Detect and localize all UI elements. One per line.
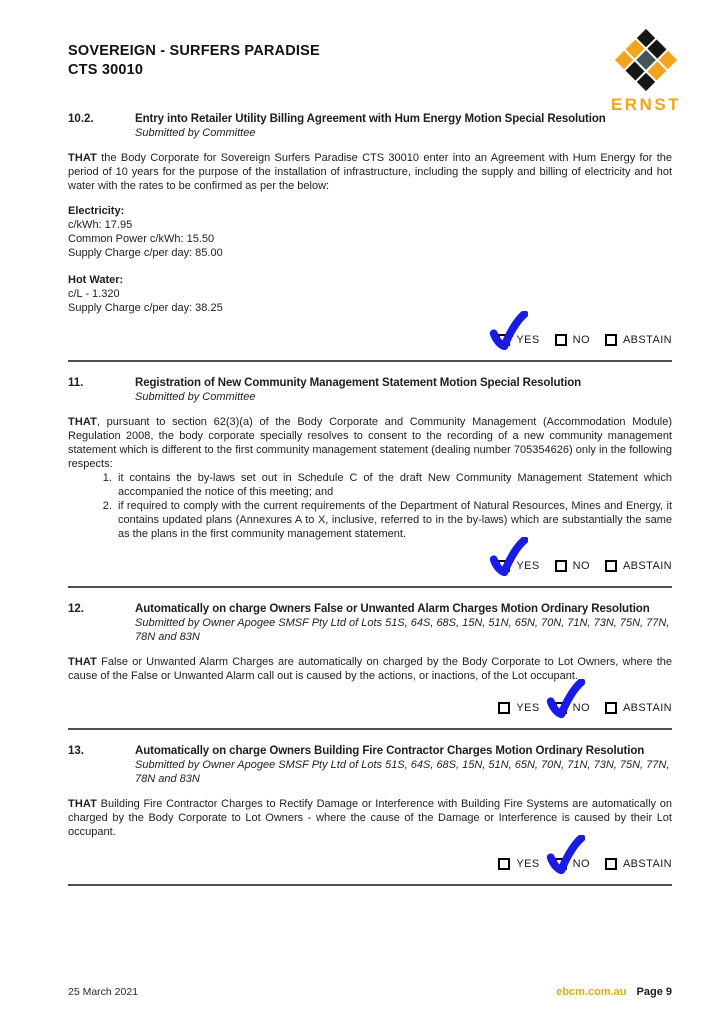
vote-row [68, 698, 672, 718]
rates-label: Electricity: [68, 205, 125, 217]
motion-lead-word: THAT [68, 656, 97, 668]
ernst-logo [590, 24, 702, 114]
motion-submitted-by: Submitted by Owner Apogee SMSF Pty Ltd of Lots 51S, 64S, 68S, 15N, 51N, 65N, 70N, 71N, 73N, 75N, 77N, 78N and 83N [135, 617, 670, 643]
no-label: NO [572, 858, 590, 870]
vote-row [68, 556, 672, 576]
vote-row [68, 330, 672, 350]
diamond-logo-icon [615, 29, 677, 91]
vote-row [68, 854, 672, 874]
no-label: NO [572, 334, 590, 346]
rate-line: Common Power c/kWh: 15.50 [68, 233, 215, 245]
section-divider [68, 884, 672, 886]
footer-website-link[interactable]: ebcm.com.au [556, 986, 627, 998]
page-footer [68, 986, 672, 998]
section-divider [68, 586, 672, 588]
yes-label: YES [516, 334, 540, 346]
yes-label: YES [516, 702, 540, 714]
motion-submitted-by: Submitted by Committee [135, 391, 256, 403]
motion-body: THAT, pursuant to section 62(3)(a) of the Body Corporate and Community Management (Accommodation Module) Regulation 2008, the body corporate specially resolves to consent to the recording of a new community management statement which is different to the first community management statement (dealing number 705354626) only in the following respects: [68, 416, 672, 470]
vote-option-no [555, 333, 590, 347]
rate-line: c/L - 1.320 [68, 288, 120, 300]
footer-page-number: Page 9 [636, 986, 672, 998]
abstain-label: ABSTAIN [622, 560, 672, 572]
motion-12 [68, 602, 672, 730]
abstain-label: ABSTAIN [622, 702, 672, 714]
abstain-label: ABSTAIN [622, 858, 672, 870]
motion-numbered-list [68, 471, 672, 541]
vote-option-abstain [605, 559, 672, 573]
vote-option-abstain [605, 333, 672, 347]
rates-label: Hot Water: [68, 274, 124, 286]
abstain-label: ABSTAIN [622, 334, 672, 346]
motion-title: Automatically on charge Owners False or Unwanted Alarm Charges Motion Ordinary Resolution [135, 603, 650, 615]
hot-water-rates [68, 273, 672, 315]
list-item: 2. if required to comply with the current requirements of the Department of Natural Resources, Mines and Energy, it contains updated plans (Annexures A to X, inclusive, referred to in the by-laws) which are substantially the same as the plans in the first community management statement. [115, 499, 672, 541]
no-checkbox[interactable] [555, 702, 567, 714]
motion-number: 11. [68, 377, 84, 389]
vote-option-no [555, 701, 590, 715]
motion-submitted-by: Submitted by Owner Apogee SMSF Pty Ltd of Lots 51S, 64S, 68S, 15N, 51N, 65N, 70N, 71N, 73N, 75N, 77N, 78N and 83N [135, 759, 670, 785]
motion-lead-word: THAT [68, 152, 97, 164]
rate-line: Supply Charge c/per day: 38.25 [68, 302, 223, 314]
motion-number: 13. [68, 745, 84, 757]
vote-option-no [555, 857, 590, 871]
logo-brand-text: ERNST [610, 95, 682, 114]
section-divider [68, 728, 672, 730]
abstain-checkbox[interactable] [605, 702, 617, 714]
footer-date: 25 March 2021 [68, 986, 139, 998]
abstain-checkbox[interactable] [605, 858, 617, 870]
vote-option-abstain [605, 857, 672, 871]
page-header [0, 0, 724, 114]
motion-title: Registration of New Community Management Statement Motion Special Resolution [135, 377, 582, 389]
motion-title: Entry into Retailer Utility Billing Agreement with Hum Energy Motion Special Resolution [135, 113, 606, 125]
yes-checkbox[interactable] [498, 858, 510, 870]
motion-lead-word: THAT [68, 416, 97, 428]
document-title-line2: CTS 30010 [68, 62, 144, 78]
no-checkbox[interactable] [555, 560, 567, 572]
vote-option-yes [498, 701, 539, 715]
list-item: 1. it contains the by-laws set out in Schedule C of the draft New Community Management Statement which accompanied the notice of this meeting; and [115, 471, 672, 499]
document-title [68, 36, 320, 102]
abstain-checkbox[interactable] [605, 560, 617, 572]
section-divider [68, 360, 672, 362]
yes-checkbox[interactable] [498, 560, 510, 572]
no-label: NO [572, 702, 590, 714]
vote-option-no [555, 559, 590, 573]
yes-checkbox[interactable] [498, 702, 510, 714]
motion-body: THAT Building Fire Contractor Charges to Rectify Damage or Interference with Building Fire Systems are automatically on charged by the Body Corporate to Lot Owners - where the cause of the Damage or Interference is caused by their Lot occupant. [68, 798, 672, 838]
yes-label: YES [516, 858, 540, 870]
electricity-rates [68, 204, 672, 260]
motion-number: 10.2. [68, 113, 94, 125]
abstain-checkbox[interactable] [605, 334, 617, 346]
vote-option-yes [498, 333, 539, 347]
motion-body: THAT False or Unwanted Alarm Charges are automatically on charged by the Body Corporate to Lot Owners, where the cause of the False or Unwanted Alarm call out is caused by the actions, or inactions, of the Lot occupant. [68, 656, 672, 682]
no-checkbox[interactable] [555, 334, 567, 346]
rate-line: c/kWh: 17.95 [68, 219, 133, 231]
motion-11 [68, 376, 672, 588]
motion-lead-word: THAT [68, 798, 97, 810]
yes-checkbox[interactable] [498, 334, 510, 346]
no-checkbox[interactable] [555, 858, 567, 870]
vote-option-abstain [605, 701, 672, 715]
motion-title: Automatically on charge Owners Building Fire Contractor Charges Motion Ordinary Resolution [135, 745, 645, 757]
motion-10-2 [68, 112, 672, 362]
vote-option-yes [498, 559, 539, 573]
yes-label: YES [516, 560, 540, 572]
motion-body: THAT the Body Corporate for Sovereign Surfers Paradise CTS 30010 enter into an Agreement with Hum Energy for the period of 10 years for the purpose of the installation of infrastructure, including the supply and billing of electricity and hot water with the rates to be confirmed as per the below: [68, 152, 672, 192]
document-title-line1: SOVEREIGN - SURFERS PARADISE [68, 43, 320, 59]
motion-number: 12. [68, 603, 84, 615]
rate-line: Supply Charge c/per day: 85.00 [68, 247, 223, 259]
motion-13 [68, 744, 672, 886]
page-content [68, 112, 672, 886]
vote-option-yes [498, 857, 539, 871]
motion-submitted-by: Submitted by Committee [135, 127, 256, 139]
no-label: NO [572, 560, 590, 572]
